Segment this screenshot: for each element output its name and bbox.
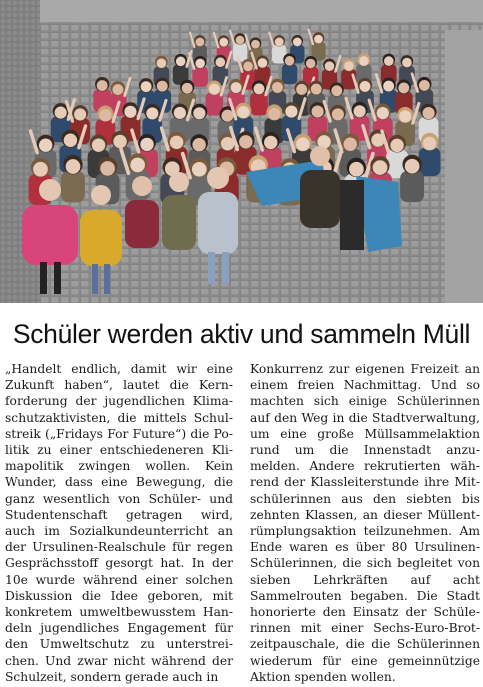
crowd-person-face (306, 59, 316, 69)
crowd-person-face (272, 82, 283, 93)
crowd-person-face (74, 108, 86, 120)
crowd-person-face (236, 36, 245, 45)
article-body (5, 361, 480, 683)
crowd-person-face (258, 58, 268, 68)
crowd-person-face (398, 83, 409, 94)
crowd-person-face (331, 85, 342, 96)
crowd-person-face (268, 108, 280, 120)
crowd-person-face (332, 108, 344, 120)
article-paragraph-right: Konkurrenz zur eigenen Freizeit an einem freien Nachmittag. Und so machten sich einige Schülerinnen auf den Weg in die Stadtverwaltung, um eine große Müllsammelaktion rund um die Innenstadt anzumelden. Andere rekrutierten während der Klassleiterstunde ihre Mitschülerinnen aus den siebten bis zehnten Klassen, an dieser Müllentrümplungsaktion teilzunehmen. Am Ende waren es über 80 Ursulinen-Schülerinnen, die sich begleitet von sieben Lehrkräften auf acht Sammelrouten begaben. Die Stadt honorierte den Einsatz der Schülerinnen mit einer Sechs-Euro-Brotzeitpauschale, die die Schülerinnen wiederum für eine gemeinnützige Aktion spenden wollen. (250, 362, 480, 684)
crowd-person-face (402, 58, 412, 68)
crowd-person-face (285, 56, 295, 66)
crowd-person-face (219, 38, 228, 47)
crowd-person-face (99, 109, 111, 121)
crowd-person-face (221, 137, 234, 150)
group-photo (0, 0, 483, 303)
crowd-person-face (176, 57, 186, 67)
crowd-person-face (275, 38, 284, 47)
crowd-person-body (400, 171, 424, 202)
crowd-person-face (383, 81, 394, 92)
article-paragraph-left: „Handelt endlich, damit wir eine Zukunft haben“, lautet die Kernforderung der jugendlichen Klimaschutzaktivisten, die mittels Schulstreik („Fridays For Future“) die Politik zu einer entschiedeneren Klimapolitik zwingen wollen. Kein Wunder, dass eine Bewegung, die ganz wesentlich von Schüler- und Studentenschaft getragen wird, auch im Sozialkundeunterricht an der Ursulinen-Realschule für regen Gesprächsstoff gesorgt hat. In der 10e wurde während einer solchen Diskussion die Idee geboren, mit konkretem umweltbewusstem Handeln jugendliches Engagement für den Umweltschutz zu unterstreichen. Und zwar nicht während der Schulzeit, sondern gerade auch in (5, 362, 233, 684)
crowd-person-face (130, 158, 145, 173)
crowd-person-face (422, 107, 434, 119)
crowd-person-face (97, 80, 108, 91)
crowd-person-face (140, 138, 153, 151)
crowd-person-body (419, 148, 441, 177)
crowd-person-face (285, 106, 297, 118)
crowd-person-face (182, 83, 193, 94)
crowd-person-face (157, 81, 168, 92)
crowd-person-face (39, 138, 52, 151)
crowd-person-face (146, 107, 158, 119)
crowd-person-face (193, 107, 205, 119)
article-headline: Schüler werden aktiv und sammeln Müll (12, 319, 471, 349)
crowd-person-face (209, 84, 220, 95)
crowd-person-face (354, 105, 366, 117)
crowd-person-face (377, 107, 389, 119)
crowd-person-face (314, 35, 323, 44)
crowd-person-face (264, 136, 277, 149)
article-column-left (5, 361, 233, 683)
crowd-person-face (237, 106, 249, 118)
yellow-jacket (80, 210, 122, 266)
crowd-person-face (419, 80, 430, 91)
crowd-person-face (373, 160, 388, 175)
crowd-person-face (360, 81, 371, 92)
group-photo-illustration (0, 0, 483, 303)
crowd-person-face (55, 107, 67, 119)
crowd-person-face (296, 137, 309, 150)
crowd-person-face (33, 162, 48, 177)
crowd-person-face (349, 162, 364, 177)
article-column-right (250, 361, 480, 683)
crowd-person-face (100, 161, 115, 176)
crowd-person-face (293, 38, 302, 47)
crowd-person-face (112, 84, 123, 95)
crowd-person-face (296, 84, 307, 95)
crowd-person-face (344, 138, 357, 151)
crowd-person-face (170, 136, 183, 149)
crowd-person-face (174, 107, 186, 119)
pavement-edge-right (445, 30, 483, 303)
crowd-person-face (157, 58, 167, 68)
crowd-person-face (113, 135, 126, 148)
crowd-person-face (92, 138, 105, 151)
crowd-person-face (423, 137, 436, 150)
crowd-person-face (390, 139, 403, 152)
crowd-person-face (221, 110, 233, 122)
pavement-top (0, 0, 483, 22)
crowd-person-face (141, 81, 152, 92)
crowd-person-face (359, 56, 369, 66)
crowd-person-face (312, 106, 324, 118)
crowd-person-face (192, 162, 207, 177)
crowd-person-face (196, 38, 205, 47)
crowd-person-face (195, 59, 205, 69)
crowd-person-face (231, 82, 242, 93)
crowd-person-face (311, 84, 322, 95)
crowd-person-face (405, 159, 420, 174)
crowd-person-face (124, 106, 136, 118)
crowd-person-face (399, 110, 411, 122)
crowd-person-face (251, 40, 260, 49)
crowd-person-face (192, 138, 205, 151)
crowd-person-face (243, 62, 253, 72)
crowd-person-body (282, 64, 298, 84)
crowd-person-face (344, 61, 354, 71)
crowd-person-face (239, 135, 252, 148)
crowd-person-face (254, 83, 265, 94)
crowd-person-face (64, 134, 77, 147)
crowd-person-body (61, 171, 85, 202)
crowd-person-face (216, 57, 226, 67)
crowd-person-face (384, 56, 394, 66)
crowd-person-face (66, 159, 81, 174)
pink-jacket (22, 205, 78, 265)
crowd-person-face (325, 61, 335, 71)
